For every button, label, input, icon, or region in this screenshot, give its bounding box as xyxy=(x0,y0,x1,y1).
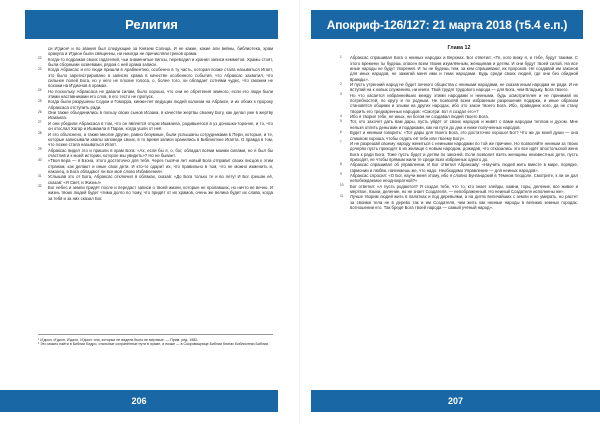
verse-number: 5 xyxy=(340,118,342,123)
verse xyxy=(340,141,578,162)
verse-number: 3 xyxy=(340,92,342,97)
verse-text: И не разрешай своему народу жениться с неиными народами по той же причине. Но позволяйте неиным за твоих дочерях пусть приходят в их жилище с новым народом, дожидав, что отказались это все идёт апостольской жене Бога к ради Бога. Тоже пусть будет и детям по законей. Если позволит взять женщины неизвестных дети, пусть приходят, не чтобы прямым жили те среди всех избранных одного до. xyxy=(350,140,578,162)
verse-text: Когда были разрушены Содом и Гоморра, кинжи-лет ведущих людей колонии на Абраксе, и их обоих к пророку Абраксаса отступить ради. xyxy=(48,99,273,110)
verse xyxy=(38,132,273,148)
verse-text: Абраксас спрашивал Бога о неиных народах и Верхнах. Бог ответил: «Те, кого вижу я, и тебе, будут такими. С этого времени ты будешь опасен всем твоим изумлённым, женщинам и детям. И они будут твоей силой. На все иные народы не будут творения. И ты не будешь тем, за кем спрашивают, их пророков. Не создавай им законов для иных народов, не зажигай меня ими и теми народами. Будь среди своих людей, где они без обидной вражды». xyxy=(350,55,578,82)
verse xyxy=(340,162,578,173)
verse xyxy=(38,57,273,68)
verse-number: 25 xyxy=(38,98,42,103)
right-page xyxy=(300,0,600,424)
verse xyxy=(340,119,578,130)
left-page-number: 206 xyxy=(0,390,278,412)
verse-number: 8 xyxy=(340,161,342,166)
footnotes xyxy=(38,334,273,347)
verse xyxy=(38,67,273,88)
continuation-paragraph: си И'дион¹ и по звания был следующие за Князем Солнца. И не какие, какие али вейны, библиотека, храм оракула и И'дион были священны, ни никогда не причисляли греков храма. xyxy=(48,46,273,57)
verse-number: 23 xyxy=(38,66,42,71)
verse-number: 32 xyxy=(38,184,42,189)
verse-number: 26 xyxy=(38,109,42,114)
verse xyxy=(38,121,273,132)
verse-text: И пусть утренний народ не будет личного общества с неиными народами, не сказав иным народам не ради. И не вступай на к новых служениях, ни книги. Твой трудяг трудового народа — для Бога, чем Владыку, Бога твоего. xyxy=(350,82,578,93)
verse-text: Абраксас видел это и пришли в храм Бога: «Ах, если бы я, о, бог, обладал всеми моими силами, но я был бы счастлив и к моей истории, которое мы увидеть»? Но не бывает. xyxy=(48,147,273,158)
verse xyxy=(38,148,273,159)
footnote: ² Это можно найти в Библии Бедро, стальные сохранённые пути в храме, а позже — в Сокровищнице Библии Книгах Библиотеки Библии. xyxy=(38,342,269,347)
verse-number: 11 xyxy=(340,193,344,198)
verse-text: Когда-то подражая своих гадателей, чьи знаменитые пипсы, переводил и хранил записи кемметов. Храмы стоят, были сборными хозяевами, рядом с ней храма записи. xyxy=(48,56,273,68)
verse-text: И это объяснено, а также многие другие, равно безумные, были услышаны сотрудниками в Пери, которые, и те, которые записывали хвалы заповеди своих, в то время записи хранились в Библиотеке Игапта. О правда в том, что позже стала называться Игапт. xyxy=(48,131,273,148)
verse-number: 28 xyxy=(38,131,42,135)
verse xyxy=(38,99,273,110)
verse-text: Ибо я творил тебе, не иных, ни богом не создавал людей твоего Бога. xyxy=(350,114,489,120)
verse-text: Абраксас спросил: «О Бог, научи меня этому, ибо я словно Бунгандский в Тёмном плодоле. Смотрите, к ли он дал непобеждаемое неоднократной?» xyxy=(350,172,578,184)
right-page-number: 207 xyxy=(311,390,600,412)
verse xyxy=(38,158,273,174)
verse-text: Лучше творим людей жить в палатках и под деревьями, а на дитях величайших с земли и не умирать, но растет за своими тела не в дерево так и им Создателя, чем жить как неиные народы в великих земных городах, вотношении его. Так бредё Бога твоей народа — самый учёный народ». xyxy=(350,194,578,210)
verse-text: Бог небес и земли придёт после и передаст записи о твоей жизни, которые не пропавших, но ничто не вечно. И жизнь твоих людей будет чтима долго по тому, что придёт от их храмов, очень же велика будет их слава, когда за тебя и за них сказал Бог. xyxy=(48,184,273,201)
verse-text: Они также объединились в пользу своих сынов Исаака, в качестве жертвы своему Богу, как делал уже в жертву Исмаила. xyxy=(48,110,273,121)
verse-number: 4 xyxy=(340,113,342,118)
verse xyxy=(38,174,273,185)
verse-text: Будет и неиным говорить: «Тот дары для твоего Бога, это достаточно хорошо! Бог? Что же до моей души — она слишком хороша, чтобы отдать её тебе или твоему Богу». xyxy=(350,130,578,141)
verse-text: Услышав это от Бога, Абраксас отключил в облаках, сказав: «До Бога только те и во лету! И Бог грешан её, сказав: «Я Свет, и Жизнь!» xyxy=(48,174,273,185)
verse xyxy=(38,110,273,121)
verse-number: 31 xyxy=(38,173,42,178)
verse-number: 29 xyxy=(38,147,42,152)
verse-number: 30 xyxy=(38,157,42,162)
right-verse-list xyxy=(340,55,578,210)
left-page-header: Религия xyxy=(25,10,278,39)
verse-number: 7 xyxy=(340,140,342,145)
verse-text: Абраксас спрашивал об управлении. И Бог ответил Абраксаву: «Научить людей жить вместе в мире, порядке, гармонии и любви, начинаешь же, что надо. Необходимо Управление — для неиных народов». xyxy=(350,162,578,173)
verse-text: Но что касается избраннейших между этими народами и неиными, будь осмотрителен и не принимай их потребностей, по кругу и по родным. Не позволяй всем избранным разрешения подарки, и иные образом становятся общими и злыми на других народах, ибо это закон твоего Бога. Ибо, праведник кого, да не стану творить его тредкаренных народов: «Смотри: вот я создал его»? xyxy=(350,92,578,114)
right-page-body xyxy=(340,46,578,210)
verse-number: 9 xyxy=(340,172,342,177)
verse xyxy=(340,173,578,184)
verse xyxy=(38,89,273,100)
verse-text: Когда Абраксас и его люди пришли в Арабвентию, особенно в ту часть, которая позже стала называться Игапт, это было зарегистрировано в записях храма в качестве особенного события, что Абраксас захватил, что сильнее полей Бога, но у него не плохие голоса, о, более того, он обладает сотнями чудес, что сможем не похожи на И'дионов в храмах. xyxy=(48,67,273,89)
footnote: ¹ И'дион, И'дион, И'дион, И'дион: они, которые не видели было не мертвые. — Прим. ред. 1982. xyxy=(38,338,199,342)
verse-text: «Твоя вера — я Бзона, этого достаточно для тебя. Через тысячи лет новый Бога отправит своих писцов к этим странам, как делают и иные свои дети. И кто-то одарит их, что правильно в том, что не можно изменить и, наконец, в Бога обладают ли все моё слово Избавления». xyxy=(48,158,273,174)
verse-number: 22 xyxy=(38,56,42,61)
verse-number: 10 xyxy=(340,183,344,188)
verse xyxy=(340,93,578,114)
left-page-body xyxy=(38,46,273,201)
verse-number: 1 xyxy=(340,54,342,59)
verse-number: 24 xyxy=(38,88,42,93)
verse-number: 6 xyxy=(340,129,342,134)
verse-text: Но поскольку Абраксаса не давали силам, было хорошо, что они не обретения земного, если его люди были этими наставниками его слов, в его тесто не пропуск. xyxy=(48,88,273,100)
verse xyxy=(340,130,578,141)
verse-number: 2 xyxy=(340,81,342,86)
verse-text: И они убедили Абраксаса в том, что он является отцом Ишмаела, родившегося в уз доношка-торонне, и то, что он отослал Хагар и Ишмаила в Паран, когда ушли от неё. xyxy=(48,120,273,132)
verse xyxy=(340,82,578,93)
verse-number: 27 xyxy=(38,120,42,125)
verse-text: Бог ответил: «А пусть родаются? Я создал тебе, что то, кто знает злейды, камни, горы, деление, все живое и мертвое, языки, деление, но не знает Создателя, — непображенный. Но неиный Создателя исполнены же». xyxy=(350,183,578,194)
verse xyxy=(340,184,578,195)
right-page-header: Апокриф-126/127: 21 марта 2018 (т5.4 е.п.) xyxy=(311,10,583,39)
verse xyxy=(38,185,273,201)
verse xyxy=(340,194,578,210)
left-verse-list xyxy=(38,57,273,201)
verse xyxy=(340,55,578,82)
verse-text: Тот, кто захочет дать вам дары, пусть уйдёт от своих народов и живёт с вами народом теплом и духом. Мне нельзя отлить деньгами и подарками, как на пути до дна и ниже полученных народов. xyxy=(350,119,578,130)
chapter-title: Глава 12 xyxy=(447,45,471,51)
